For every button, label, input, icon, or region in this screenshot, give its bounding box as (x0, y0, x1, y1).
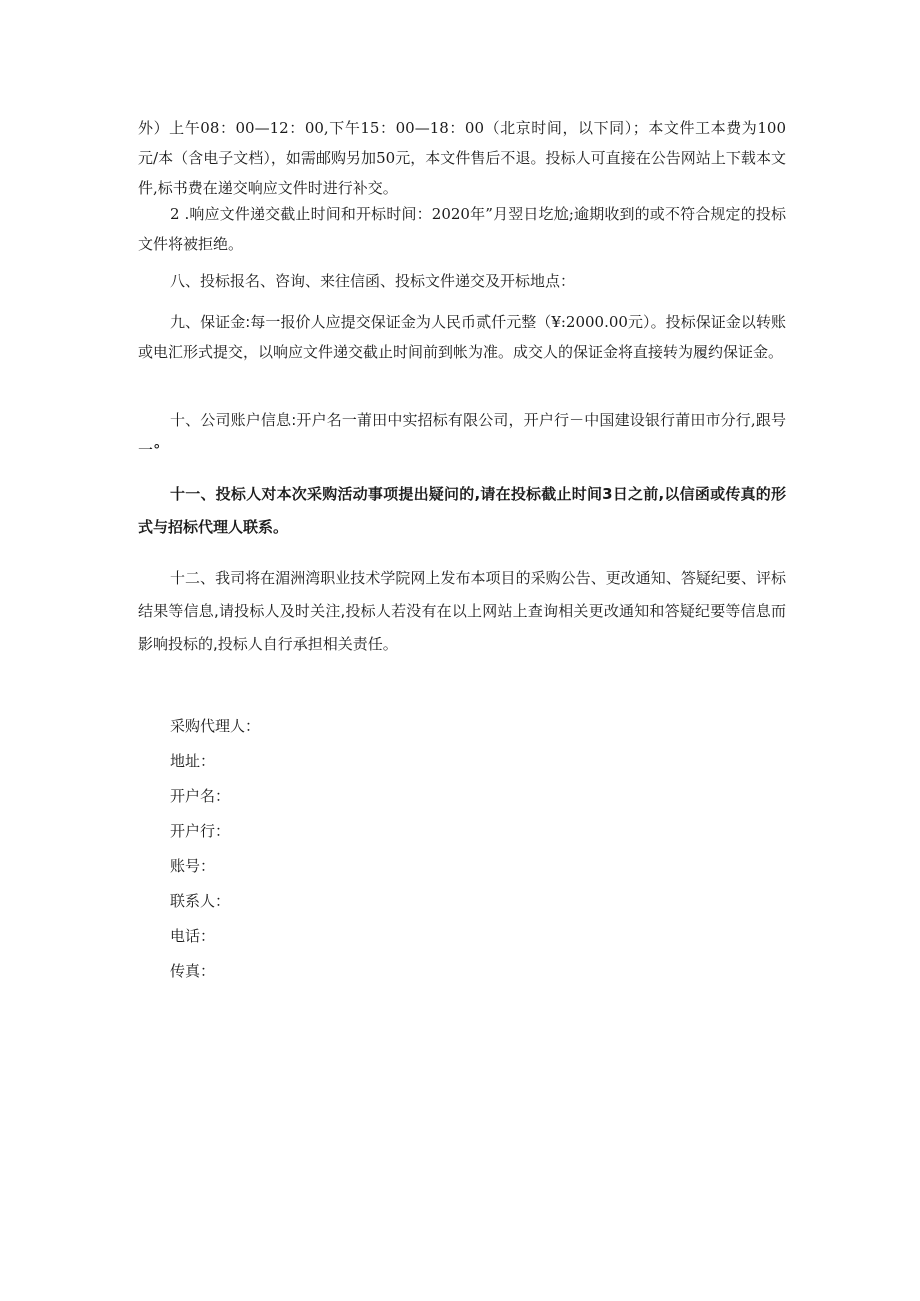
section-12-notices: 十二、我司将在湄洲湾职业技术学院网上发布本项目的采购公告、更改通知、答疑纪要、评标结果等信息,请投标人及时关注,投标人若没有在以上网站上查询相关更改通知和答疑纪要等信息而影响投标的,投标人自行承担相关责任。 (138, 569, 786, 653)
field-account-number-label: 账号： (170, 857, 216, 875)
field-contact-label: 联系人： (170, 892, 231, 910)
field-account-name-label: 开户名： (170, 787, 231, 805)
section-9-title: 九、保证金: (170, 313, 251, 331)
field-bank-label: 开户行： (170, 822, 231, 840)
paragraph-office-hours: 外）上午08：00—12：00,下午15：00—18：00（北京时间，以下同）；本文件工本费为100元/本（含电子文档），如需邮购另加50元，本文件售后不退。投标人可直接在公告网站上下载本文件,标书费在递交响应文件时进行补交。 (138, 119, 786, 197)
field-agent-label: 采购代理人： (170, 717, 261, 735)
field-phone-label: 电话： (170, 927, 216, 945)
section-8-title: 八、投标报名、咨询、来往信函、投标文件递交及开标地点： (170, 272, 576, 290)
section-9-body: 每一报价人应提交保证金为人民币贰仟元整（¥:2000.00元）。投标保证金以转账或电汇形式提交，以响应文件递交截止时间前到帐为准。成交人的保证金将直接转为履约保证金。 (138, 313, 786, 361)
field-fax-label: 传真： (170, 962, 216, 980)
section-10-title: 十、公司账户信息: (170, 411, 297, 429)
paragraph-deadline: 2 .响应文件递交截止时间和开标时间：2020年”月翌日圪尬;逾期收到的或不符合规定的投标文件将被拒绝。 (138, 205, 786, 253)
section-10-body: 开户名一莆田中实招标有限公司，开户行－中国建设银行莆田市分行,跟号一° (138, 411, 786, 459)
section-11-inquiries: 十一、投标人对本次采购活动事项提出疑问的,请在投标截止时间3日之前,以信函或传真的形式与招标代理人联系。 (138, 485, 786, 536)
section-9-deposit (138, 307, 786, 367)
field-address-label: 地址： (170, 752, 216, 770)
section-10-account (138, 405, 786, 465)
